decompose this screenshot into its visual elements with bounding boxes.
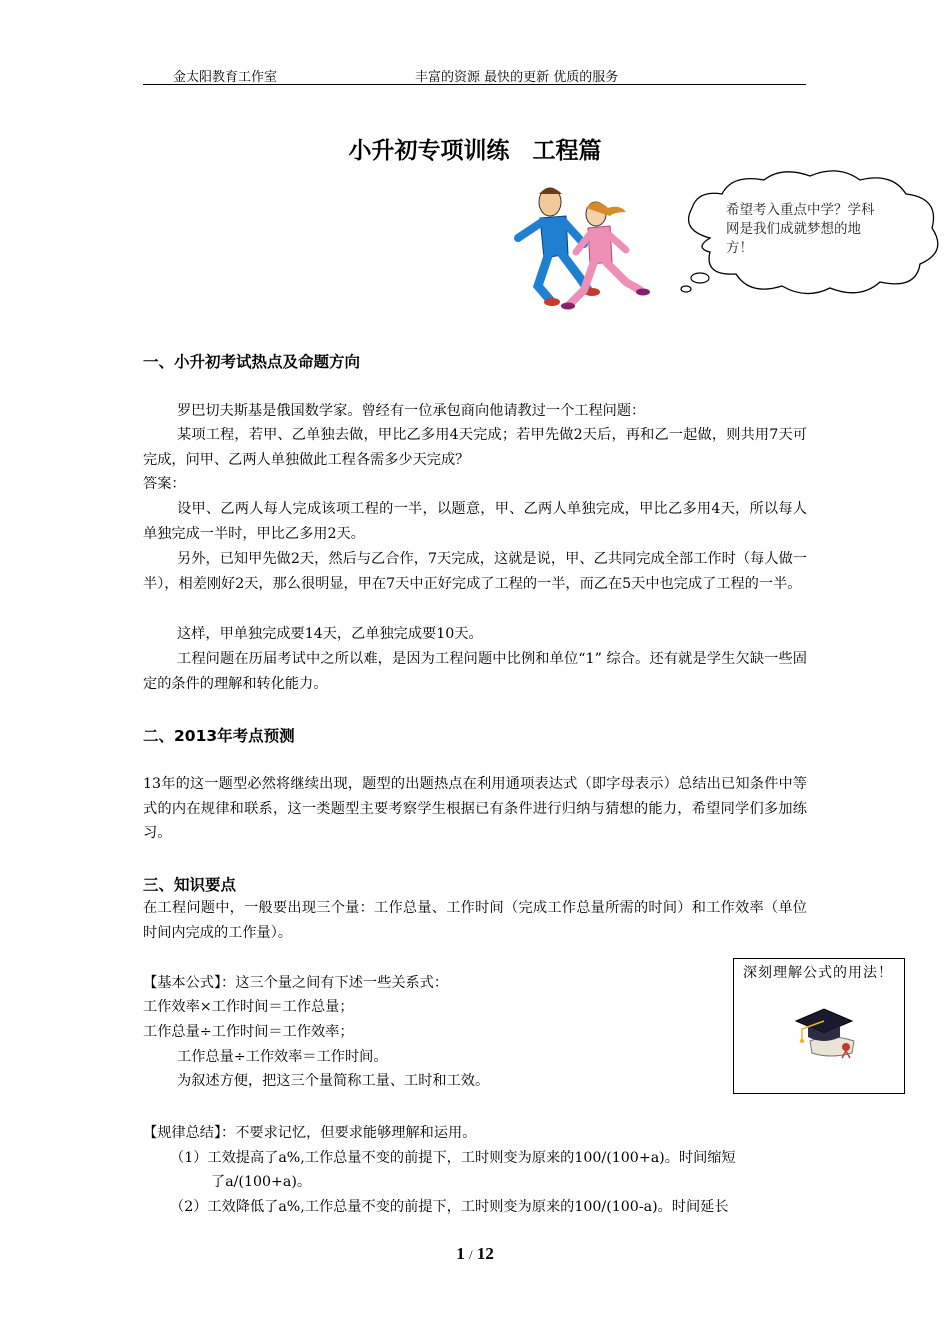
note-box [733,958,905,1094]
formula-label: 【基本公式】：这三个量之间有下述一些关系式： [143,975,449,991]
page-current: 1 [456,1244,465,1263]
answer-label: 答案： [143,476,186,492]
formula-3: 工作总量÷工作效率＝工作时间。 [177,1049,388,1065]
section1-p3: 设甲、乙两人每人完成该项工程的一半，以题意，甲、乙两人单独完成，甲比乙多用4天，所以每人单独完成一半时，甲比乙多用2天。 [143,501,807,542]
graduation-cap-diploma-icon [790,1003,862,1059]
section2-heading: 二、2013年考点预测 [143,727,295,745]
section1-p6: 工程问题在历届考试中之所以难，是因为工程问题中比例和单位“1” 综合。还有就是学生欠缺一些固定的条件的理解和转化能力。 [143,651,807,692]
rule-1a: （1）工效提高了a%,工作总量不变的前提下，工时则变为原来的100/(100+a)。时间缩短 [170,1150,736,1166]
section2-p1: 13年的这一题型必然将继续出现，题型的出题热点在利用通项表达式（即字母表示）总结出已知条件中等式的内在规律和联系，这一类题型主要考察学生根据已有条件进行归纳与猜想的能力，希望同学们多加练习。 [143,776,807,841]
page-title: 小升初专项训练 工程篇 [348,138,602,164]
section3-heading: 三、知识要点 [143,876,237,894]
page-total: 12 [476,1244,494,1263]
running-kids-icon [510,182,655,317]
bubble-text: 希望考入重点中学？学科网是我们成就梦想的地方！ [726,202,875,256]
section1-p5: 这样，甲单独完成要14天，乙单独完成要10天。 [177,626,483,642]
rule-2a: （2）工效降低了a%,工作总量不变的前提下，工时则变为原来的100/(100-a)。时间延长 [170,1199,729,1215]
header-right: 丰富的资源 最快的更新 优质的服务 [415,70,619,85]
section1-heading: 一、小升初考试热点及命题方向 [143,353,361,371]
header-left: 金太阳教育工作室 [173,70,278,85]
formula-4: 为叙述方便，把这三个量简称工量、工时和工效。 [177,1073,490,1089]
section1-p2: 某项工程，若甲、乙单独去做，甲比乙多用4天完成；若甲先做2天后，再和乙一起做，则共用7天可完成，问甲、乙两人单独做此工程各需多少天完成？ [143,427,807,468]
formula-1: 工作效率×工作时间＝工作总量； [143,999,354,1015]
page-separator: / [468,1247,473,1262]
rule-label: 【规律总结】：不要求记忆，但要求能够理解和运用。 [143,1125,477,1141]
formula-2: 工作总量÷工作时间＝工作效率； [143,1024,354,1040]
section3-p1: 在工程问题中，一般要出现三个量：工作总量、工作时间（完成工作总量所需的时间）和工作效率（单位时间内完成的工作量）。 [143,900,807,941]
page-header [143,64,806,85]
note-text: 深刻理解公式的用法！ [743,965,893,981]
page-number [0,1244,950,1264]
rule-1b: 了a/(100+a)。 [211,1174,312,1190]
section1-p1: 罗巴切夫斯基是俄国数学家。曾经有一位承包商向他请教过一个工程问题： [177,403,646,419]
section1-p4: 另外，已知甲先做2天，然后与乙合作，7天完成，这就是说，甲、乙共同完成全部工作时（每人做一半），相差刚好2天，那么很明显，甲在7天中正好完成了工程的一半，而乙在5天中也完成了工程的一半。 [143,551,807,592]
